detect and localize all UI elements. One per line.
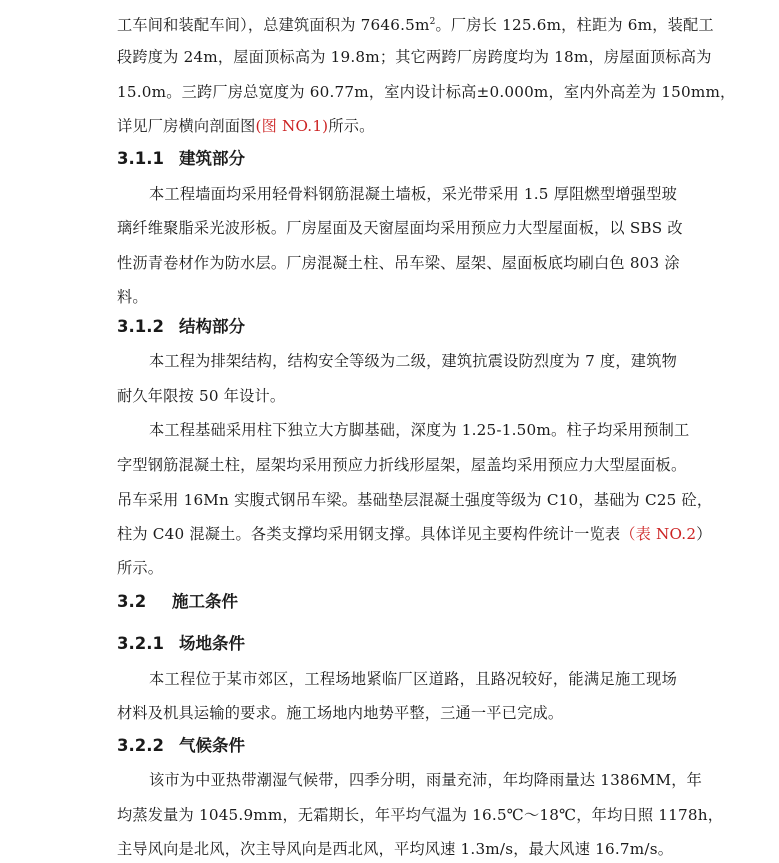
paragraph-line: 本工程为排架结构，结构安全等级为二级，建筑抗震设防烈度为 7 度，建筑物 bbox=[149, 352, 677, 370]
paragraph-line: 柱为 C40 混凝土。各类支撑均采用钢支撑。具体详见主要构件统计一览表（表 NO.2） bbox=[117, 525, 712, 543]
paragraph-line: 本工程基础采用柱下独立大方脚基础，深度为 1.25-1.50m。柱子均采用预制工 bbox=[149, 421, 690, 439]
paragraph-line: 本工程位于某市郊区，工程场地紧临厂区道路，且路况较好，能满足施工现场 bbox=[149, 670, 677, 688]
intro-line-2: 段跨度为 24m，屋面顶标高为 19.8m；其它两跨厂房跨度均为 18m，房屋面顶标高为 bbox=[117, 48, 712, 66]
section-heading-3-2-1: 3.2.1 场地条件 bbox=[117, 634, 245, 653]
intro-line-4: 详见厂房横向剖面图(图 NO.1)所示。 bbox=[117, 117, 375, 135]
intro-line-1: 工车间和装配车间），总建筑面积为 $7646.5m^2$。厂房长 125.6m，柱距为 6m，装配工 bbox=[117, 16, 714, 34]
section-heading-3-1-2: 3.1.2 结构部分 bbox=[117, 317, 245, 336]
paragraph-line: 该市为中亚热带潮湿气候带，四季分明，雨量充沛，年均降雨量达 1386MM，年 bbox=[149, 771, 702, 789]
paragraph-line: 所示。 bbox=[117, 559, 164, 577]
section-heading-3-2: 3.2 施工条件 bbox=[117, 592, 238, 611]
paragraph-line: 料。 bbox=[117, 288, 148, 306]
paragraph-line: 字型钢筋混凝土柱，屋架均采用预应力折线形屋架，屋盖均采用预应力大型屋面板。 bbox=[117, 456, 687, 474]
paragraph-line: 耐久年限按 50 年设计。 bbox=[117, 387, 286, 405]
paragraph-line: 材料及机具运输的要求。施工场地内地势平整，三通一平已完成。 bbox=[117, 704, 564, 722]
figure-reference-link[interactable]: (图 NO.1) bbox=[255, 117, 329, 135]
paragraph-line: 性沥青卷材作为防水层。厂房混凝土柱、吊车梁、屋架、屋面板底均刷白色 803 涂 bbox=[117, 254, 680, 272]
paragraph-line: 本工程墙面均采用轻骨料钢筋混凝土墙板，采光带采用 1.5 厚阻燃型增强型玻 bbox=[149, 185, 677, 203]
paragraph-line: 均蒸发量为 1045.9mm，无霜期长，年平均气温为 16.5℃～18℃，年均日照 1178h， bbox=[117, 806, 724, 824]
table-reference-link[interactable]: 表 NO.2 bbox=[635, 525, 697, 543]
paragraph-line: 吊车采用 16Mn 实腹式钢吊车梁。基础垫层混凝土强度等级为 C10，基础为 C25 砼， bbox=[117, 491, 713, 509]
paragraph-line: 主导风向是北风，次主导风向是西北风，平均风速 1.3m/s，最大风速 16.7m/s。 bbox=[117, 840, 674, 858]
section-heading-3-1-1: 3.1.1 建筑部分 bbox=[117, 149, 245, 168]
paragraph-line: 璃纤维聚脂采光波形板。厂房屋面及天窗屋面均采用预应力大型屋面板，以 SBS 改 bbox=[117, 219, 683, 237]
intro-line-3: 15.0m。三跨厂房总宽度为 60.77m，室内设计标高±0.000m，室内外高差为 150mm， bbox=[117, 83, 736, 101]
section-heading-3-2-2: 3.2.2 气候条件 bbox=[117, 736, 245, 755]
